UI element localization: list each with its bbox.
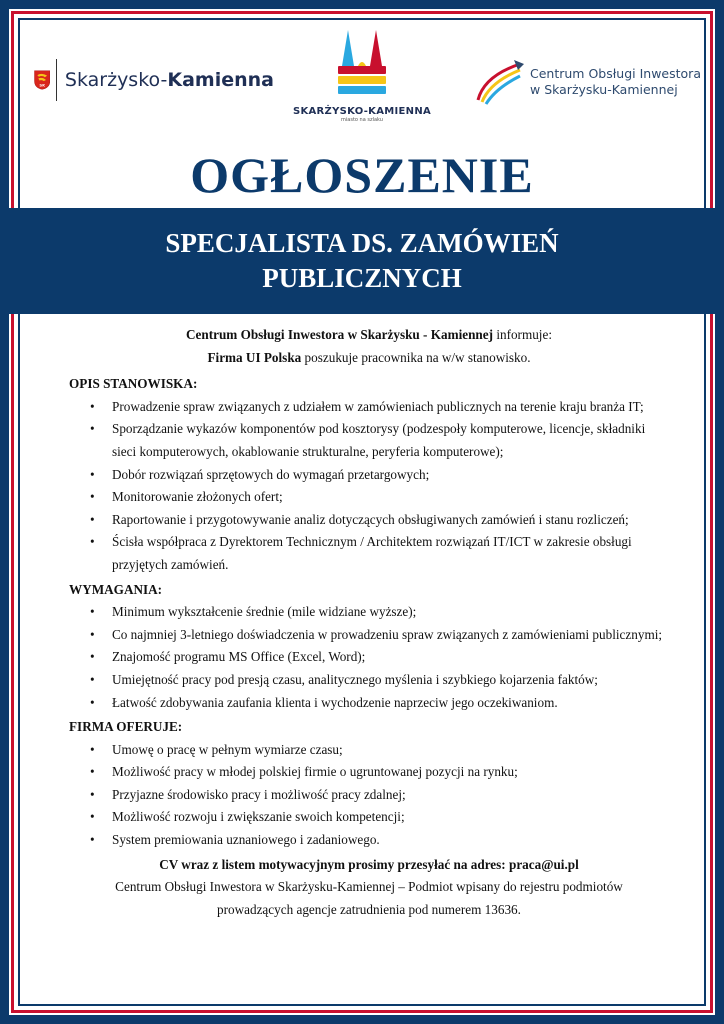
list-item: • Minimum wykształcenie średnie (mile widziane wyższe); xyxy=(112,601,669,624)
logo-divider xyxy=(56,59,57,101)
coat-of-arms-icon xyxy=(34,62,50,98)
section-list xyxy=(69,739,669,852)
list-item: • Możliwość rozwoju i zwiększanie swoich kompetencji; xyxy=(112,806,669,829)
list-item: • Dobór rozwiązań sprzętowych do wymagań przetargowych; xyxy=(112,464,669,487)
intro-line-2 xyxy=(69,347,669,370)
list-item: • Co najmniej 3-letniego doświadczenia w prowadzeniu spraw związanych z zamówieniami publicznymi; xyxy=(112,624,669,647)
list-item: • Znajomość programu MS Office (Excel, Word); xyxy=(112,646,669,669)
rocket-swoosh-icon xyxy=(474,56,526,108)
church-towers-icon xyxy=(334,26,390,104)
list-item: • Monitorowanie złożonych ofert; xyxy=(112,486,669,509)
logo-left-name xyxy=(65,69,274,91)
list-item: • Możliwość pracy w młodej polskiej firmie o ugruntowanej pozycji na rynku; xyxy=(112,761,669,784)
cv-contact: CV wraz z listem motywacyjnym prosimy przesyłać na adres: praca@ui.pl xyxy=(159,856,579,872)
intro-company: Firma UI Polska xyxy=(207,349,302,365)
intro-line-2-rest: poszukuje pracownika na w/w stanowisko. xyxy=(301,349,531,365)
logo-center-subtitle: miasto na szlaku xyxy=(341,117,383,123)
announcement-body xyxy=(69,324,669,921)
logo-coi xyxy=(474,54,704,110)
section-title: OPIS STANOWISKA: xyxy=(69,376,198,392)
section-title: FIRMA OFERUJE: xyxy=(69,719,183,735)
logo-coi-text xyxy=(530,66,701,98)
logo-coi-line2: w Skarżysku-Kamiennej xyxy=(530,82,678,97)
job-title-banner xyxy=(0,208,724,314)
announcement-heading: OGŁOSZENIE xyxy=(190,147,534,203)
list-item: • Prowadzenie spraw związanych z udziałem w zamówieniach publicznych na terenie kraju branża IT; xyxy=(112,396,669,419)
job-title: SPECJALISTA DS. ZAMÓWIEŃ PUBLICZNYCH xyxy=(165,228,559,293)
section-title: WYMAGANIA: xyxy=(69,581,163,597)
registry-note: Centrum Obsługi Inwestora w Skarżysku-Kamiennej – Podmiot wpisany do rejestru podmiotów prowadzących agencje zatrudnienia pod numerem 13636. xyxy=(115,879,623,917)
list-item: • Sporządzanie wykazów komponentów pod kosztorysy (podzespoły komputerowe, licencje, składniki sieci komputerowych, okablowanie strukturalne, peryferia komputerowe); xyxy=(112,418,669,463)
logo-city xyxy=(292,26,432,126)
list-item: • Ścisła współpraca z Dyrektorem Technicznym / Architektem rozwiązań IT/ICT w zakresie obsługi przyjętych zamówień. xyxy=(112,531,669,576)
list-item: • Raportowanie i przygotowywanie analiz dotyczących obsługiwanych zamówień i stanu rozliczeń; xyxy=(112,509,669,532)
section-list xyxy=(69,396,669,577)
logo-skarzysko-kamienna xyxy=(34,55,274,105)
logo-coi-line1: Centrum Obsługi Inwestora xyxy=(530,66,701,81)
list-item: • Umiejętność pracy pod presją czasu, analitycznego myślenia i szybkiego kojarzenia faktów; xyxy=(112,669,669,692)
list-item: • Łatwość zdobywania zaufania klienta i wychodzenie naprzeciw jego oczekiwaniom. xyxy=(112,692,669,715)
intro-line-1 xyxy=(69,324,669,347)
shield-text: SK xyxy=(39,82,46,88)
logo-left-part1: Skarżysko- xyxy=(64,69,168,91)
logo-center-title: SKARŻYSKO-KAMIENNA xyxy=(292,106,432,117)
list-item: • System premiowania uznaniowego i zadaniowego. xyxy=(112,829,669,852)
list-item: • Umowę o pracę w pełnym wymiarze czasu; xyxy=(112,739,669,762)
logo-left-part2: Kamienna xyxy=(167,69,274,91)
intro-line-1-rest: informuje: xyxy=(493,327,552,342)
section-list xyxy=(69,601,669,714)
sections xyxy=(69,373,669,851)
intro-org: Centrum Obsługi Inwestora w Skarżysku - Kamiennej xyxy=(186,327,494,342)
list-item: • Przyjazne środowisko pracy i możliwość pracy zdalnej; xyxy=(112,784,669,807)
